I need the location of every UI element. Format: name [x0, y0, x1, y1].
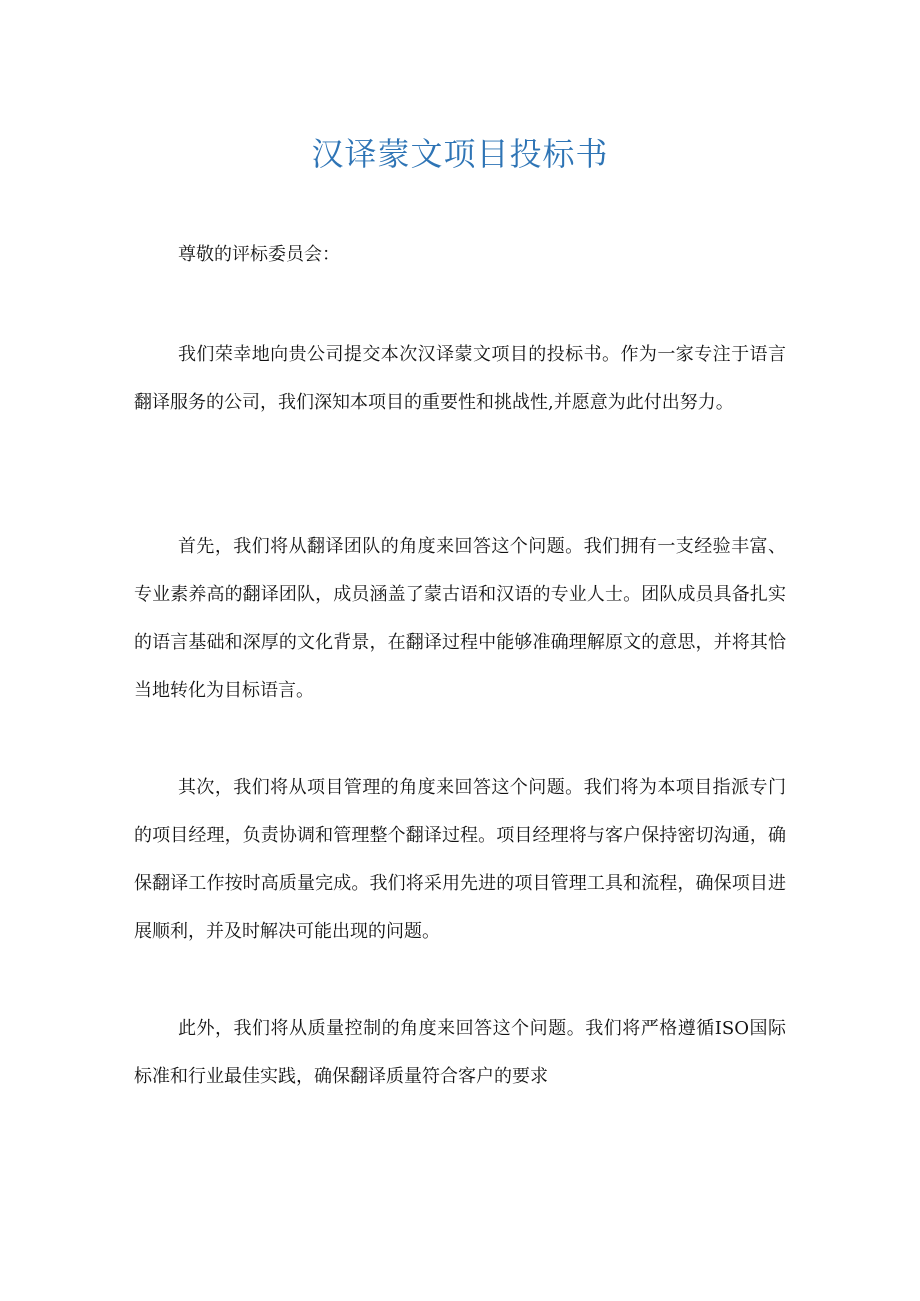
salutation: 尊敬的评标委员会： [178, 244, 340, 265]
document-title: 汉译蒙文项目投标书 [311, 135, 609, 173]
paragraph-translation-team: 首先，我们将从翻译团队的角度来回答这个问题。我们拥有一支经验丰富、专业素养高的翻译团队，成员涵盖了蒙古语和汉语的专业人士。团队成员具备扎实的语言基础和深厚的文化背景，在翻译过程中能够准确理解原文的意思，并将其恰当地转化为目标语言。 [134, 536, 786, 701]
paragraph-quality-control: 此外，我们将从质量控制的角度来回答这个问题。我们将严格遵循ISO国际标准和行业最佳实践，确保翻译质量符合客户的要求 [134, 1018, 786, 1087]
paragraph-project-management: 其次，我们将从项目管理的角度来回答这个问题。我们将为本项目指派专门的项目经理，负责协调和管理整个翻译过程。项目经理将与客户保持密切沟通，确保翻译工作按时高质量完成。我们将采用先进的项目管理工具和流程，确保项目进展顺利，并及时解决可能出现的问题。 [134, 777, 786, 942]
paragraph-intro: 我们荣幸地向贵公司提交本次汉译蒙文项目的投标书。作为一家专注于语言翻译服务的公司，我们深知本项目的重要性和挑战性,并愿意为此付出努力。 [134, 344, 786, 413]
